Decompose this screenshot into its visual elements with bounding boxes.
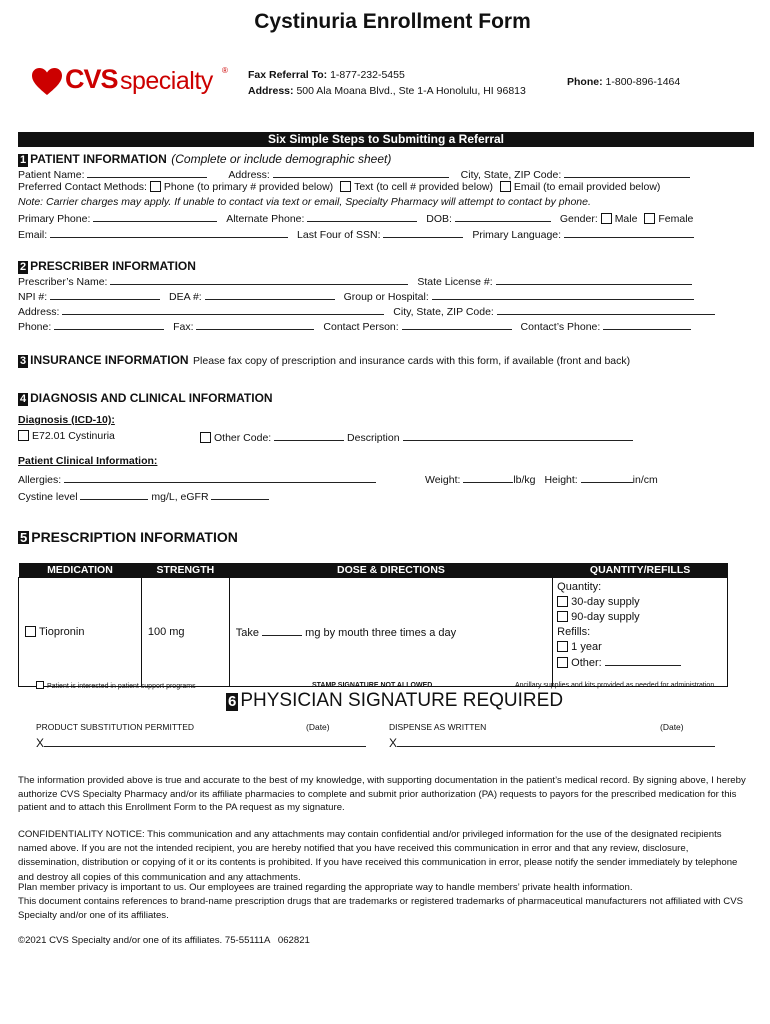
prescriber-phone-row: Phone: Fax: Contact Person: Contact’s Phone:: [18, 319, 691, 333]
ssn-field[interactable]: [383, 227, 463, 238]
refill-other-checkbox[interactable]: [557, 657, 568, 668]
col-strength: STRENGTH: [141, 563, 229, 578]
confidentiality-text: CONFIDENTIALITY NOTICE: This communication and any attachments may contain confidential and/or privileged information for the use of the designated recipients named above. If you are not the intended recipient, you are hereby notified that you have received this communication in error and that any review, disclosure, dissemination, distribution or copying of it or its contents is prohibited. If you have received this communication in error, please notify the sender immediately by telephone and destroy all copies of this communication and any attachments.: [18, 829, 738, 883]
section-3-heading: 3 INSURANCE INFORMATION Please fax copy of prescription and insurance cards with this form, if available (front and back): [20, 353, 631, 367]
substitution-signature-field[interactable]: [44, 736, 366, 747]
strength-cell: 100 mg: [141, 578, 229, 687]
prescriber-name-field[interactable]: [110, 274, 408, 285]
qty-30-checkbox[interactable]: [557, 596, 568, 607]
stamp-notice: STAMP SIGNATURE NOT ALLOWED: [312, 682, 433, 689]
gender-male-checkbox[interactable]: [601, 213, 612, 224]
other-code-row: Other Code: Description: [200, 430, 633, 444]
height-field[interactable]: [581, 472, 633, 483]
cvs-specialty-logo: [32, 64, 232, 104]
contact-text-checkbox[interactable]: [340, 181, 351, 192]
col-dose: DOSE & DIRECTIONS: [229, 563, 552, 578]
form-title: Cystinuria Enrollment Form: [254, 10, 531, 33]
cystine-field[interactable]: [80, 489, 148, 500]
qty-90-checkbox[interactable]: [557, 611, 568, 622]
alternate-phone-field[interactable]: [307, 211, 417, 222]
refills-label: Refills:: [557, 626, 591, 638]
quantity-label: Quantity:: [557, 581, 602, 593]
section-6-heading: 6 PHYSICIAN SIGNATURE REQUIRED: [228, 690, 564, 711]
section-2-heading: 2 PRESCRIBER INFORMATION: [20, 259, 196, 273]
col-medication: MEDICATION: [19, 563, 142, 578]
weight-height-row: Weight: lb/kg Height: in/cm: [425, 474, 658, 486]
contact-methods-row: Preferred Contact Methods: Phone (to primary # provided below) Text (to cell # provided below) Email (to email provided below): [18, 181, 661, 193]
diagnosis-row: E72.01 Cystinuria: [18, 430, 115, 442]
dea-field[interactable]: [205, 289, 335, 300]
section-5-heading: 5 PRESCRIPTION INFORMATION: [20, 529, 238, 545]
other-code-field[interactable]: [274, 430, 344, 441]
prescriber-address-row: Address: City, State, ZIP Code:: [18, 304, 715, 318]
header-phone: Phone: 1-800-896-1464: [567, 76, 681, 88]
dispense-signature-field[interactable]: [397, 736, 715, 747]
patient-city-field[interactable]: [564, 167, 690, 178]
gender-female-checkbox[interactable]: [644, 213, 655, 224]
support-programs-row: Patient is interested in patient support programs: [36, 681, 196, 690]
dob-field[interactable]: [455, 211, 551, 222]
dispense-signature: X: [389, 736, 715, 750]
heart-icon: [32, 68, 62, 96]
tiopronin-checkbox[interactable]: [25, 626, 36, 637]
dx-e7201-checkbox[interactable]: [18, 430, 29, 441]
contact-email-checkbox[interactable]: [500, 181, 511, 192]
patient-name-field[interactable]: [87, 167, 207, 178]
patient-name-row: Patient Name: Address: City, State, ZIP Code:: [18, 167, 690, 181]
npi-row: NPI #: DEA #: Group or Hospital:: [18, 289, 694, 303]
dose-cell: Take mg by mouth three times a day: [229, 578, 552, 687]
ancillary-notice: Ancillary supplies and kits provided as needed for administration: [515, 682, 715, 689]
col-quantity: QUANTITY/REFILLS: [553, 563, 728, 578]
refill-1yr-checkbox[interactable]: [557, 641, 568, 652]
egfr-field[interactable]: [211, 489, 269, 500]
substitution-signature: X: [36, 736, 366, 750]
description-field[interactable]: [403, 430, 633, 441]
language-field[interactable]: [564, 227, 694, 238]
privacy-text: Plan member privacy is important to us. Our employees are trained regarding the appropriate way to handle members’ private health information.: [18, 882, 633, 893]
steps-banner: Six Simple Steps to Submitting a Referral: [18, 132, 754, 147]
header-address: Address: 500 Ala Moana Blvd., Ste 1-A Honolulu, HI 96813: [248, 85, 526, 97]
prescription-table: [18, 563, 728, 687]
logo-specialty: specialty: [120, 67, 213, 95]
prescriber-fax-field[interactable]: [196, 319, 314, 330]
contact-phone-field[interactable]: [603, 319, 691, 330]
phone-dob-row: Primary Phone: Alternate Phone: DOB: Gender: Male Female: [18, 213, 694, 225]
cystine-row: Cystine level mg/L, eGFR: [18, 489, 269, 503]
section-1-heading: 1 PATIENT INFORMATION (Complete or include demographic sheet): [20, 152, 392, 166]
medication-cell: Tiopronin: [19, 578, 142, 687]
allergies-field[interactable]: [64, 472, 376, 483]
logo-text: CVS: [65, 64, 118, 94]
trademarks-text: This document contains references to brand-name prescription drugs that are trademarks or registered trademarks of pharmaceutical manufacturers not affiliated with CVS Specialty and/or one of its affiliates.: [18, 896, 744, 922]
group-field[interactable]: [432, 289, 694, 300]
fax-referral: Fax Referral To: 1-877-232-5455: [248, 69, 405, 81]
prescriber-phone-field[interactable]: [54, 319, 164, 330]
allergies-row: Allergies:: [18, 472, 376, 486]
other-code-checkbox[interactable]: [200, 432, 211, 443]
npi-field[interactable]: [50, 289, 160, 300]
clinical-label: Patient Clinical Information:: [18, 455, 158, 467]
prescriber-city-field[interactable]: [497, 304, 715, 315]
contact-phone-checkbox[interactable]: [150, 181, 161, 192]
primary-phone-field[interactable]: [93, 211, 217, 222]
dispense-date-label: (Date): [660, 722, 684, 732]
email-ssn-row: Email: Last Four of SSN: Primary Language:: [18, 227, 694, 241]
patient-address-field[interactable]: [273, 167, 449, 178]
contact-person-field[interactable]: [402, 319, 512, 330]
substitution-date-label: (Date): [306, 722, 330, 732]
dispense-label: DISPENSE AS WRITTEN: [389, 722, 487, 732]
prescriber-address-field[interactable]: [62, 304, 384, 315]
substitution-label: PRODUCT SUBSTITUTION PERMITTED: [36, 722, 195, 732]
attestation-text: The information provided above is true and accurate to the best of my knowledge, with supporting documentation in the patient’s medical record. By signing above, I hereby authorize CVS Specialty Pharmacy and/or its affiliate pharmacies to complete and submit prior authorization (PA) requests to payors for the prescribed medication for this patient and to attach this Enrollment Form to the PA request as my signature.: [18, 775, 746, 813]
section-4-heading: 4 DIAGNOSIS AND CLINICAL INFORMATION: [20, 391, 273, 405]
copyright-text: ©2021 CVS Specialty and/or one of its affiliates. 75-55111A 062821: [18, 935, 310, 946]
refill-other-field[interactable]: [605, 655, 681, 666]
state-license-field[interactable]: [496, 274, 692, 285]
carrier-note: Note: Carrier charges may apply. If unable to contact via text or email, Specialty Pharmacy will attempt to contact by phone.: [18, 196, 591, 208]
diagnosis-label: Diagnosis (ICD-10):: [18, 414, 115, 426]
quantity-cell: Quantity: 30-day supply 90-day supply Refills: 1 year Other:: [553, 578, 728, 687]
logo-reg: ®: [222, 66, 228, 75]
email-field[interactable]: [50, 227, 288, 238]
support-programs-checkbox[interactable]: [36, 681, 44, 689]
prescriber-name-row: Prescriber’s Name: State License #:: [18, 274, 692, 288]
weight-field[interactable]: [463, 472, 513, 483]
dose-mg-field[interactable]: [262, 625, 302, 636]
